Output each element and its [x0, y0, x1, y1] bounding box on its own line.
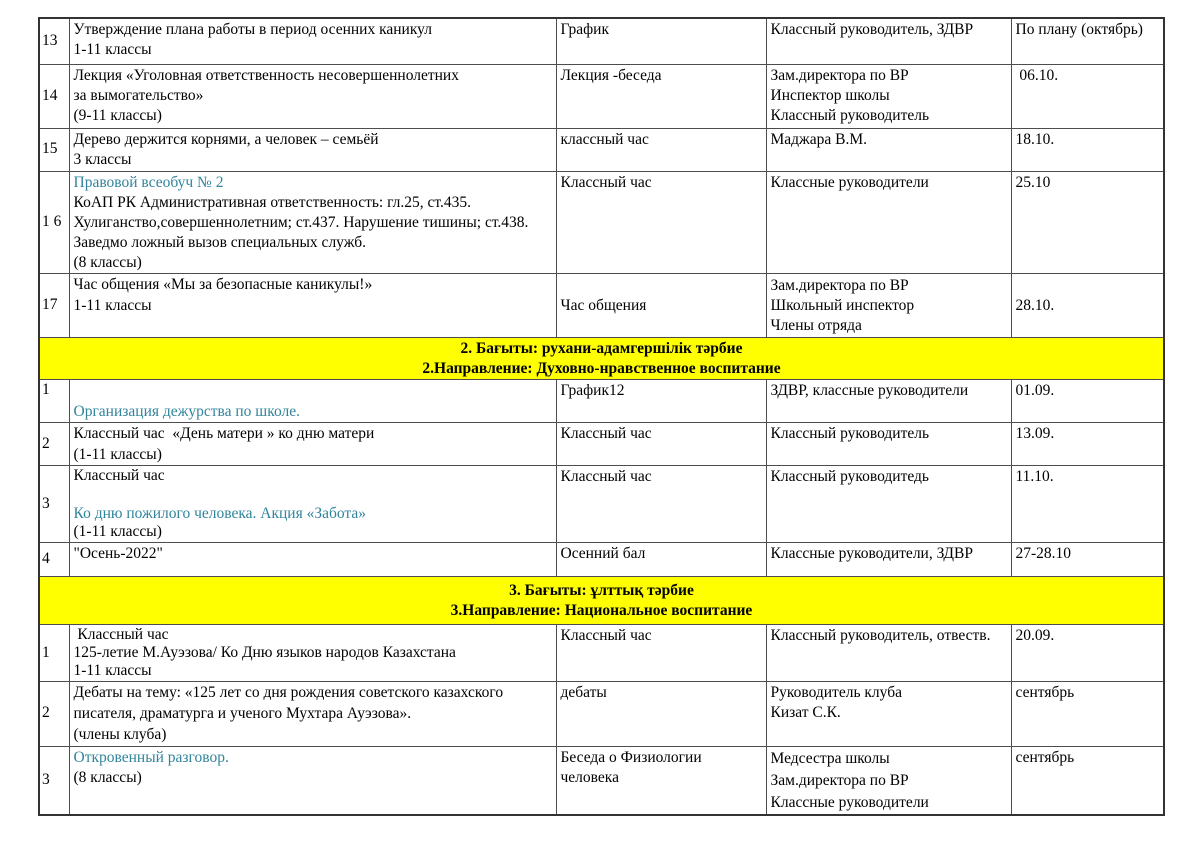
- cell-line: Хулиганство,совершеннолетним; ст.437. Нарушение тишины; ст.438.: [73, 213, 529, 231]
- cell-line: писателя, драматурга и ученого Мухтара Ауэзова».: [73, 704, 412, 722]
- cell-line: Медсестра школы: [770, 749, 890, 767]
- cell-line: Правовой всеобуч № 2: [73, 173, 224, 191]
- cell-line: Классный час: [560, 173, 652, 191]
- responsible-cell: [766, 466, 1011, 542]
- cell-line: Классный час: [560, 468, 652, 486]
- cell-line: Лекция «Уголовная ответственность несовершеннолетних: [73, 66, 459, 84]
- row-number-cell: 1: [39, 624, 69, 681]
- cell-line: (члены клуба): [73, 725, 167, 743]
- date-cell: [1011, 18, 1164, 64]
- form-cell: [556, 128, 766, 171]
- cell-line: Лекция -беседа: [560, 66, 662, 84]
- event-cell: [69, 681, 556, 746]
- form-cell: [556, 18, 766, 64]
- row-number-cell: 2: [39, 423, 69, 466]
- cell-line: [74, 381, 552, 401]
- responsible-cell: [766, 624, 1011, 681]
- event-cell: [69, 746, 556, 815]
- row-number-cell: 1: [39, 380, 69, 423]
- table-row: [39, 681, 1164, 746]
- row-number-cell: 2: [39, 681, 69, 746]
- cell-line: 28.10.: [1015, 296, 1055, 314]
- form-cell: [556, 624, 766, 681]
- section-header-line: 2.Направление: Духовно-нравственное воспитание: [422, 360, 781, 378]
- responsible-cell: [766, 423, 1011, 466]
- cell-line: (8 классы): [73, 768, 142, 786]
- form-cell: [556, 466, 766, 542]
- cell-line: Классный час «День матери » ко дню матери: [73, 425, 375, 443]
- cell-line: Дебаты на тему: «125 лет со дня рождения советского казахского: [73, 683, 504, 701]
- responsible-cell: [766, 171, 1011, 274]
- cell-line: 1-11 классы: [73, 662, 152, 680]
- cell-line: Кизат С.К.: [770, 704, 841, 722]
- table-row: [39, 171, 1164, 274]
- row-number-cell: 13: [39, 18, 69, 64]
- cell-line: Осенний бал: [560, 544, 646, 562]
- cell-line: классный час: [560, 130, 649, 148]
- row-number-cell: 15: [39, 128, 69, 171]
- event-cell: [69, 542, 556, 576]
- table-row: [39, 274, 1164, 338]
- cell-line: 3 классы: [73, 150, 132, 168]
- cell-line: Зам.директора по ВР: [770, 66, 909, 84]
- cell-line: Инспектор школы: [770, 86, 890, 104]
- cell-line: сентябрь: [1015, 748, 1075, 766]
- row-number-cell: 3: [39, 466, 69, 542]
- date-cell: [1011, 423, 1164, 466]
- cell-line: Классные руководители, ЗДВР: [770, 544, 973, 562]
- row-number-cell: 1 6: [39, 171, 69, 274]
- cell-line: Классный руководитель: [770, 107, 930, 125]
- cell-line: Члены отряда: [770, 317, 862, 335]
- form-cell: [556, 542, 766, 576]
- cell-line: Классный час: [73, 467, 165, 485]
- cell-line: 06.10.: [1015, 66, 1059, 84]
- responsible-cell: [766, 274, 1011, 338]
- date-cell: [1011, 624, 1164, 681]
- form-cell: [556, 380, 766, 423]
- cell-line: Классные руководители: [770, 793, 929, 811]
- section-header-cell: [39, 576, 1164, 624]
- table-row: [39, 466, 1164, 542]
- section-header-line: 3.Направление: Национальное воспитание: [450, 601, 753, 619]
- form-cell: [556, 64, 766, 128]
- date-cell: [1011, 746, 1164, 815]
- cell-line: ЗДВР, классные руководители: [770, 382, 969, 400]
- responsible-cell: [766, 746, 1011, 815]
- row-number-cell: 17: [39, 274, 69, 338]
- table-row: [39, 380, 1164, 423]
- cell-line: Классный час: [560, 425, 652, 443]
- cell-line: [74, 486, 552, 505]
- event-cell: [69, 380, 556, 423]
- cell-line: Классный руководитедь: [770, 468, 929, 486]
- cell-line: 1-11 классы: [73, 41, 152, 59]
- cell-line: Классный руководитель, ЗДВР: [770, 21, 974, 38]
- responsible-cell: [766, 681, 1011, 746]
- cell-line: Час общения: [560, 296, 647, 314]
- cell-line: 125-летие М.Ауэзова/ Ко Дню языков народов Казахстана: [73, 644, 456, 662]
- row-number-cell: 3: [39, 746, 69, 815]
- table-row: [39, 64, 1164, 128]
- cell-line: сентябрь: [1015, 683, 1075, 701]
- cell-line: Дерево держится корнями, а человек – семьёй: [73, 130, 379, 148]
- cell-line: 13.09.: [1015, 425, 1055, 443]
- row-number-cell: 14: [39, 64, 69, 128]
- cell-line: Школьный инспектор: [770, 296, 915, 314]
- cell-line: Утверждение плана работы в период осенних каникул: [73, 21, 432, 38]
- form-cell: [556, 746, 766, 815]
- responsible-cell: [766, 380, 1011, 423]
- form-cell: [556, 423, 766, 466]
- form-cell: [556, 171, 766, 274]
- cell-line: 01.09.: [1015, 382, 1055, 400]
- date-cell: [1011, 64, 1164, 128]
- cell-line: (9-11 классы): [73, 107, 162, 125]
- cell-line: Откровенный разговор.: [73, 748, 229, 766]
- date-cell: [1011, 542, 1164, 576]
- cell-line: График12: [560, 382, 625, 400]
- event-cell: [69, 18, 556, 64]
- event-cell: [69, 274, 556, 338]
- cell-line: Руководитель клуба: [770, 683, 902, 701]
- responsible-cell: [766, 64, 1011, 128]
- cell-line: Заведмо ложный вызов специальных служб.: [73, 233, 366, 251]
- cell-line: Ко дню пожилого человека. Акция «Забота»: [73, 504, 367, 522]
- cell-line: 18.10.: [1015, 130, 1055, 148]
- form-cell: [556, 274, 766, 338]
- event-cell: [69, 64, 556, 128]
- responsible-cell: [766, 18, 1011, 64]
- table-row: [39, 128, 1164, 171]
- cell-line: (8 классы): [73, 254, 142, 272]
- section-header-row: [39, 338, 1164, 380]
- section-header-cell: [39, 338, 1164, 380]
- cell-line: График: [560, 21, 609, 38]
- plan-table: [38, 17, 1165, 816]
- row-number-cell: 4: [39, 542, 69, 576]
- cell-line: "Осень-2022": [73, 544, 163, 562]
- table-row: [39, 624, 1164, 681]
- form-cell: [556, 681, 766, 746]
- event-cell: [69, 466, 556, 542]
- date-cell: [1011, 681, 1164, 746]
- event-cell: [69, 624, 556, 681]
- table-row: [39, 542, 1164, 576]
- cell-line: Зам.директора по ВР: [770, 276, 909, 294]
- cell-line: Беседа о Физиологии человека: [560, 748, 706, 786]
- responsible-cell: [766, 542, 1011, 576]
- cell-line: Классный час: [560, 626, 652, 644]
- table-row: [39, 18, 1164, 64]
- cell-line: Классный час: [73, 625, 169, 643]
- cell-line: 25.10: [1015, 173, 1051, 191]
- date-cell: [1011, 274, 1164, 338]
- section-header-line: 3. Бағыты: ұлттық тәрбие: [509, 581, 694, 599]
- cell-line: КоАП РК Административная ответственность: гл.25, ст.435.: [73, 193, 472, 211]
- event-cell: [69, 423, 556, 466]
- date-cell: [1011, 128, 1164, 171]
- cell-line: 20.09.: [1015, 626, 1055, 644]
- cell-line: Маджара В.М.: [770, 130, 868, 148]
- cell-line: Организация дежурства по школе.: [73, 402, 300, 420]
- section-header-row: [39, 576, 1164, 624]
- date-cell: [1011, 171, 1164, 274]
- cell-line: Классный руководитель: [770, 425, 930, 443]
- table-row: [39, 746, 1164, 815]
- cell-line: 11.10.: [1015, 468, 1054, 486]
- cell-line: Классные руководители: [770, 173, 929, 191]
- cell-line: за вымогательство»: [73, 86, 204, 104]
- cell-line: Классный руководитель, отвеств.: [770, 626, 991, 644]
- cell-line: По плану (октябрь): [1015, 21, 1143, 38]
- table-row: [39, 423, 1164, 466]
- cell-line: Зам.директора по ВР: [770, 771, 909, 789]
- cell-line: Час общения «Мы за безопасные каникулы!»: [73, 276, 373, 294]
- cell-line: (1-11 классы): [73, 445, 162, 463]
- date-cell: [1011, 380, 1164, 423]
- event-cell: [69, 128, 556, 171]
- responsible-cell: [766, 128, 1011, 171]
- cell-line: дебаты: [560, 683, 607, 701]
- date-cell: [1011, 466, 1164, 542]
- event-cell: [69, 171, 556, 274]
- cell-line: (1-11 классы): [73, 523, 162, 541]
- section-header-line: 2. Бағыты: рухани-адамгершілік тәрбие: [460, 340, 743, 358]
- cell-line: 27-28.10: [1015, 544, 1072, 562]
- cell-line: 1-11 классы: [73, 296, 152, 314]
